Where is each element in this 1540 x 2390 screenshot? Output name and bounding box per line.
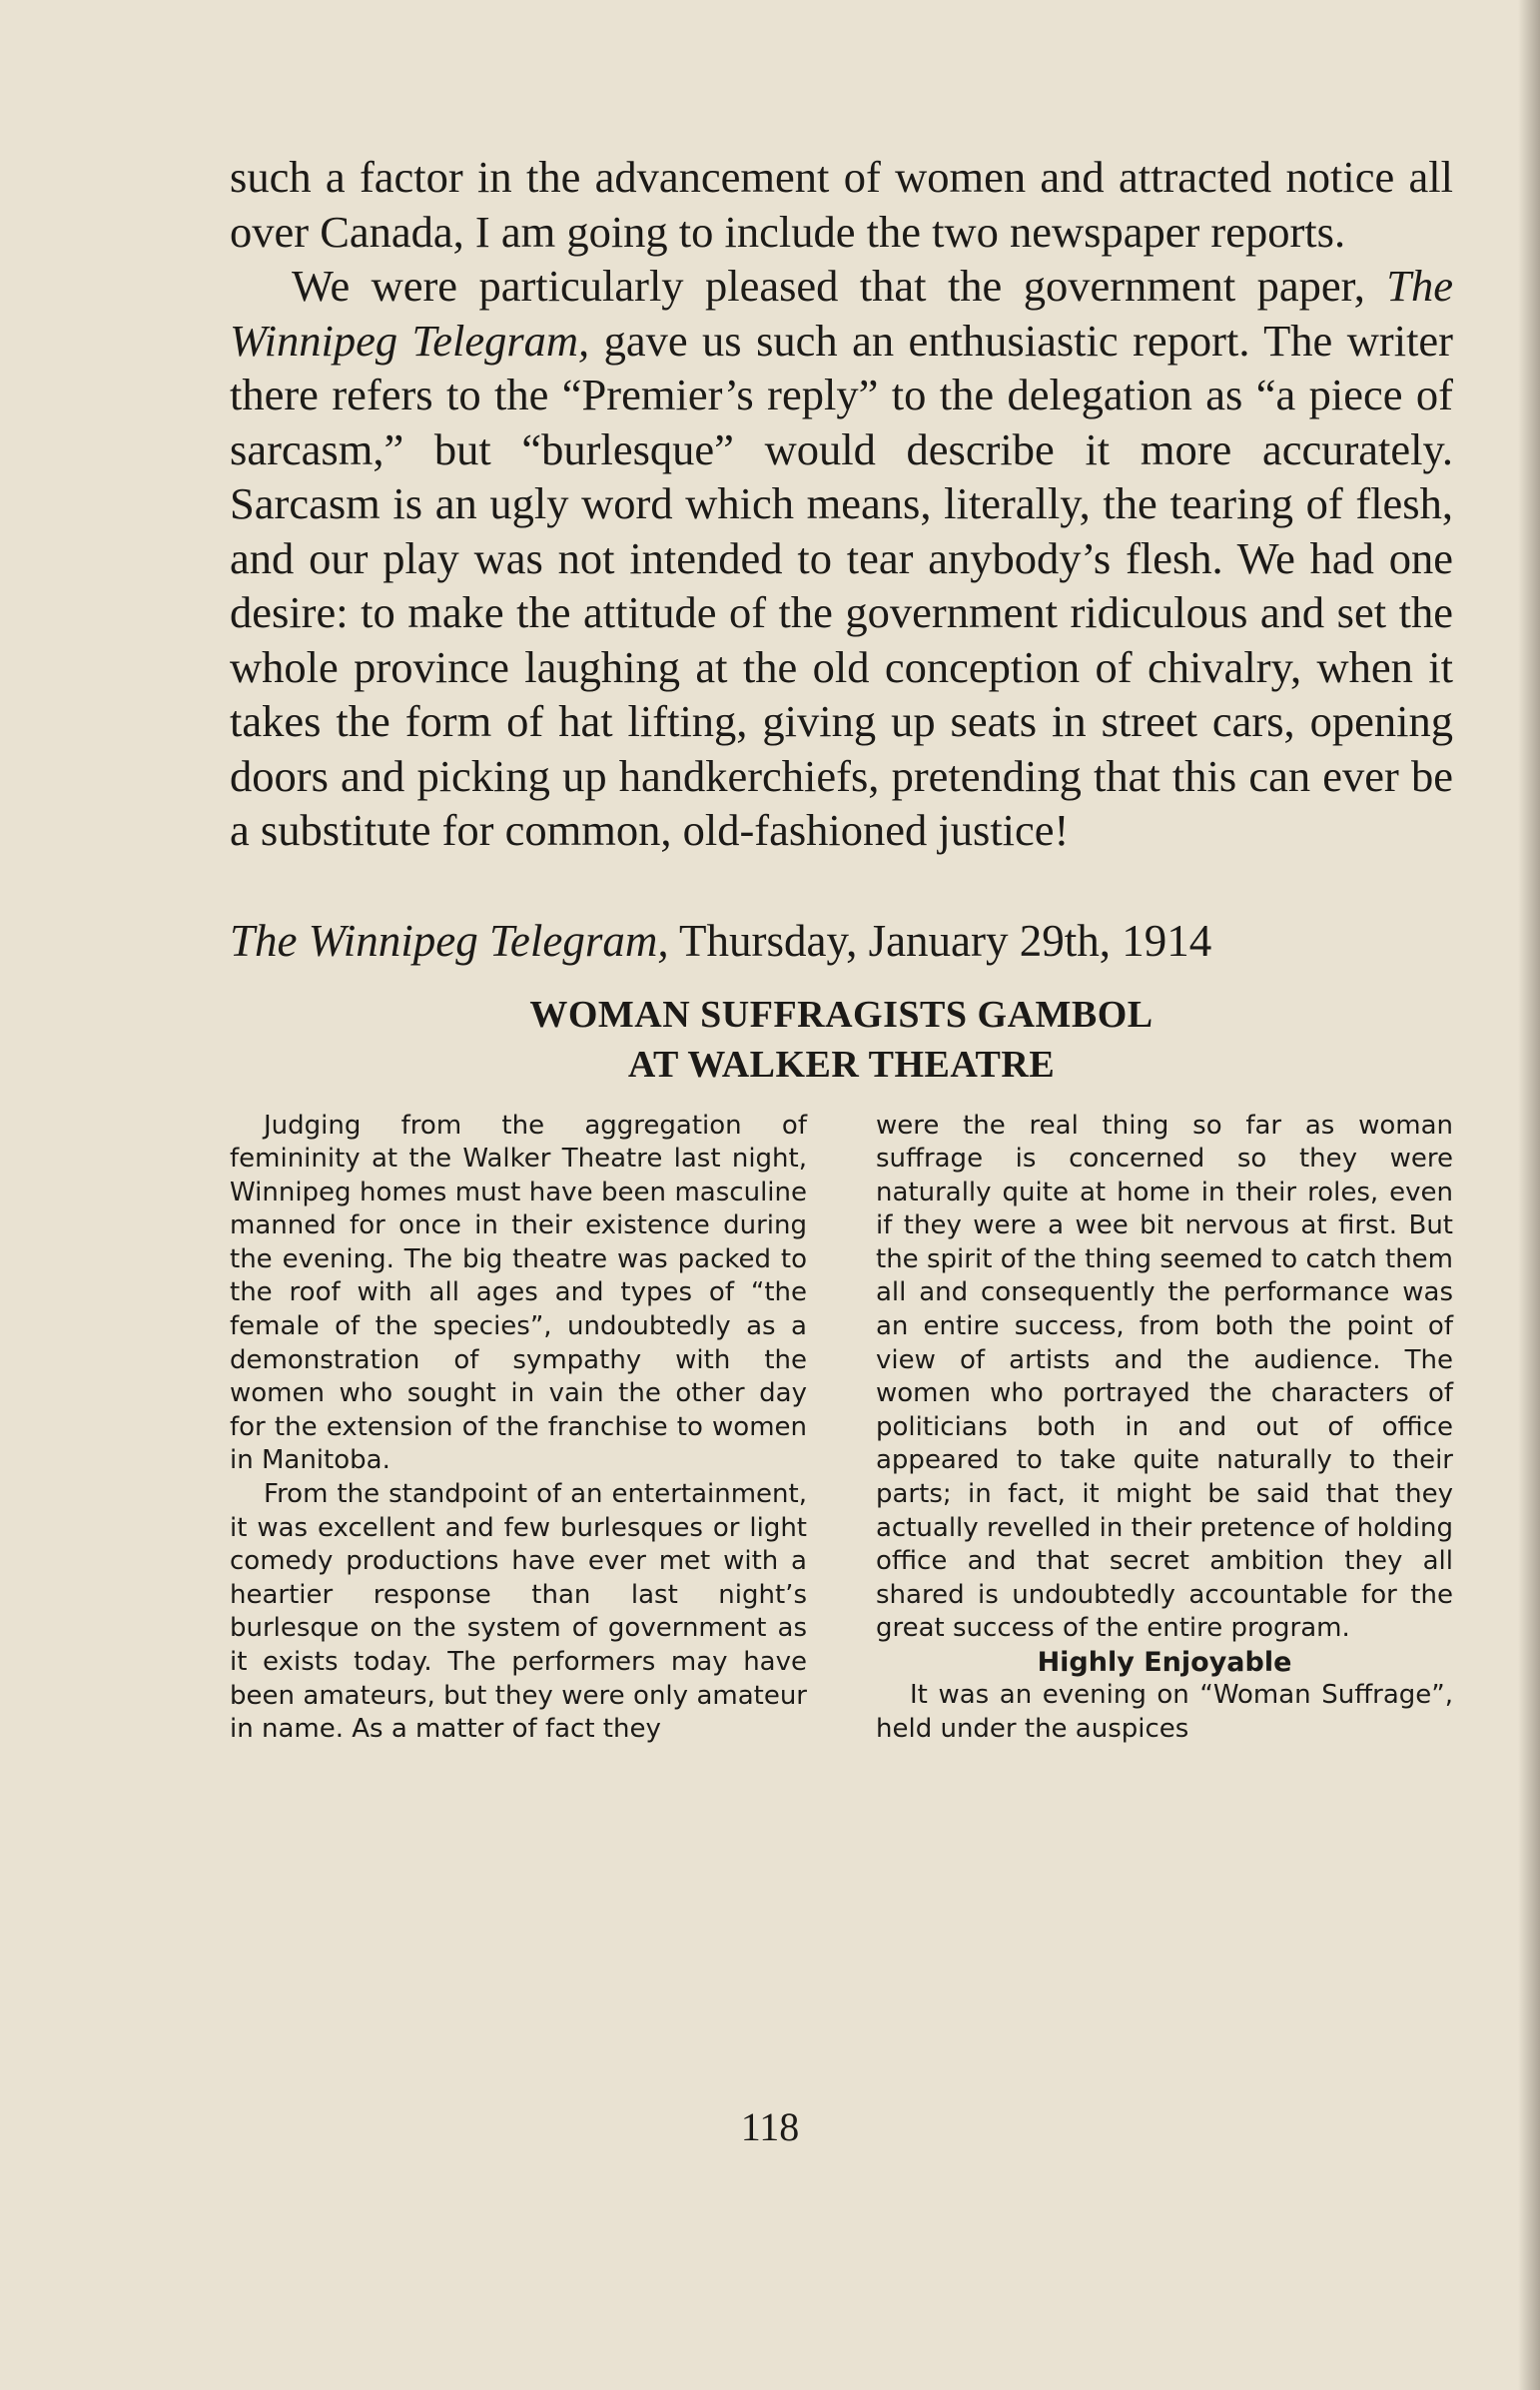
main-text-rest: gave us such an enthusiastic report. The writer there refers to the “Premier’s reply” to the delegation as “a piece of sarcasm,” but “burlesque” would describe it more accurately. Sarcasm is an ugly word which means, literally, the tearing of flesh, and our play was not intended to tear anybody’s flesh. We had one desire: to make the attitude of the government ridiculous and set the whole province laughing at the old conception of chivalry, when it takes the form of hat lifting, giving up seats in street cars, opening doors and picking up handkerchiefs, pretending that this can ever be a substitute for common, old-fashioned justice! bbox=[230, 315, 1453, 855]
intro-text: such a factor in the advancement of women and attracted notice all over Canada, I am going to include the two newspaper reports. bbox=[230, 152, 1453, 257]
article-paragraph: were the real thing so far as woman suffrage is concerned so they were naturally quite at home in their roles, even if they were a wee bit nervous at first. But the spirit of the thing seemed to catch them all and consequently the performance was an entire success, from both the point of view of artists and the audience. The women who portrayed the characters of politicians both in and out of office appeared to take quite naturally to their parts; in fact, it might be said that they actually revelled in their pretence of holding office and that secret ambition they all shared is undoubtedly accountable for the great success of the entire program. bbox=[876, 1110, 1453, 1644]
source-line bbox=[230, 914, 1453, 968]
column-left bbox=[230, 1110, 807, 1747]
article-paragraph: From the standpoint of an entertainment, it was excellent and few burlesques or light comedy productions have ever met with a heartier response than last night’s burlesque on the system of government as it exists today. The performers may have been amateurs, but they were only amateur in name. As a matter of fact they bbox=[230, 1479, 807, 1745]
main-text-start: We were particularly pleased that the government paper, bbox=[292, 261, 1387, 311]
page-number: 118 bbox=[740, 2104, 800, 2149]
article-paragraph: Judging from the aggregation of femininity at the Walker Theatre last night, Winnipeg homes must have been masculine manned for once in their existence during the evening. The big theatre was packed to the roof with all ages and types of “the female of the species”, undoubtedly as a demonstration of sympathy with the women who sought in vain the other day for the extension of the franchise to women in Manitoba. bbox=[230, 1110, 807, 1476]
article-subhead: Highly Enjoyable bbox=[1037, 1647, 1292, 1678]
source-date: Thursday, January 29th, 1914 bbox=[668, 915, 1212, 966]
source-paper: The Winnipeg Telegram, bbox=[230, 915, 669, 966]
article-paragraph: It was an evening on “Woman Suffrage”, held under the auspices bbox=[876, 1680, 1453, 1744]
headline-line-2: AT WALKER THEATRE bbox=[627, 1043, 1056, 1086]
newspaper-title: The Winnipeg Telegram, bbox=[230, 261, 1453, 366]
headline-line-1: WOMAN SUFFRAGISTS GAMBOL bbox=[529, 993, 1154, 1036]
article-headline bbox=[230, 990, 1453, 1090]
intro-paragraph bbox=[230, 150, 1453, 259]
page-edge-shadow bbox=[1518, 0, 1540, 2390]
column-right bbox=[876, 1110, 1453, 1747]
main-paragraph bbox=[230, 259, 1453, 858]
page-content bbox=[230, 150, 1453, 1747]
article-columns bbox=[230, 1110, 1453, 1747]
